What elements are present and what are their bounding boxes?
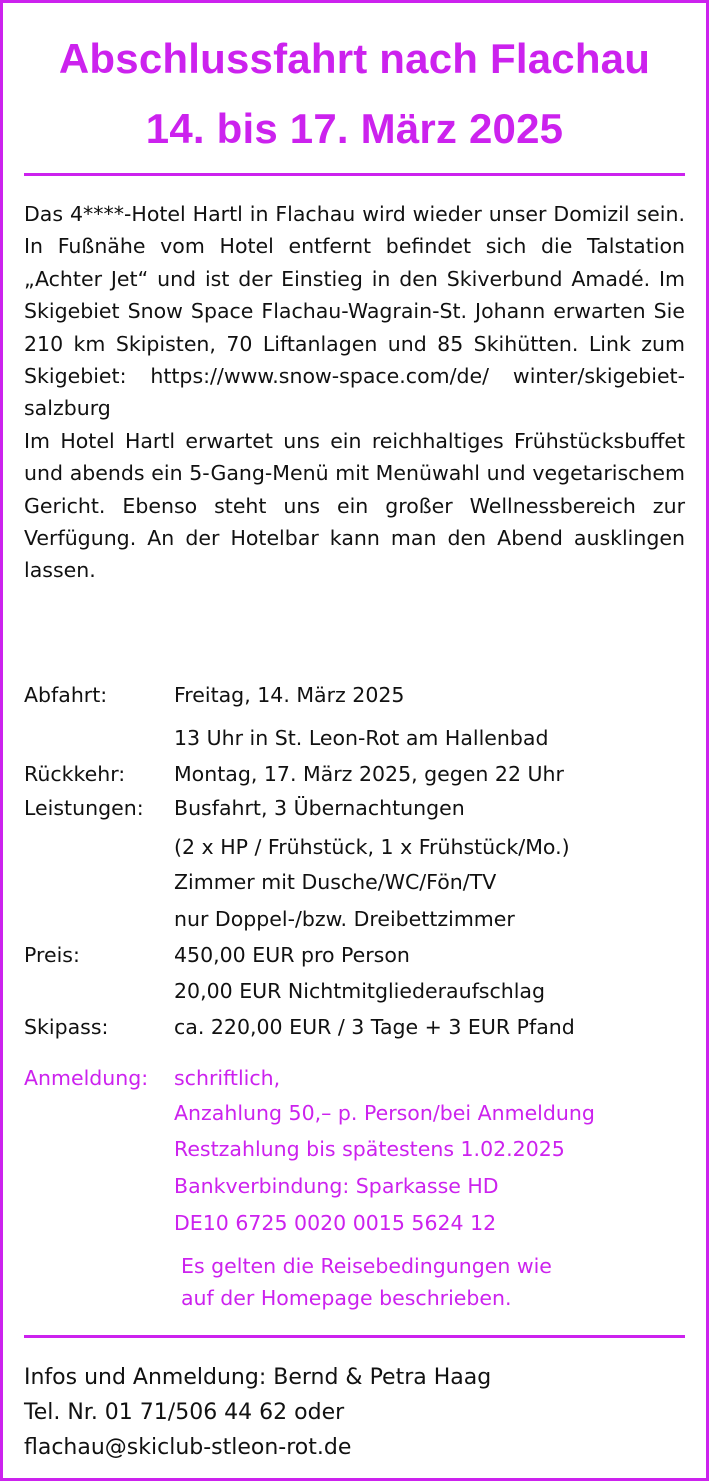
contact-footer bbox=[24, 1360, 491, 1465]
anmeldung-value-4: Bankverbindung: Sparkasse HD bbox=[174, 1174, 499, 1198]
abfahrt-value-1: Freitag, 14. März 2025 bbox=[174, 683, 405, 707]
travel-conditions-note bbox=[181, 1250, 552, 1315]
intro-paragraph-1: Das 4****-Hotel Hartl in Flachau wird wieder unser Domizil sein. In Fußnähe vom Hotel entfernt befindet sich die Talstation „Achter Jet“ und ist der Einstieg in den Skiverbund Amadé. Im Skigebiet Snow Space Flachau-Wagrain-St. Johann erwarten Sie 210 km Skipisten, 70 Liftanlagen und 85 Skihütten. Link zum Skigebiet: https://www.snow-space.com/de/ winter/skigebiet-salzburg bbox=[24, 202, 685, 421]
note-line-2: auf der Homepage beschrieben. bbox=[181, 1286, 512, 1311]
skipass-value: ca. 220,00 EUR / 3 Tage + 3 EUR Pfand bbox=[174, 1015, 575, 1039]
rueckkehr-label: Rückkehr: bbox=[24, 762, 126, 786]
intro-text bbox=[24, 198, 685, 587]
abfahrt-label: Abfahrt: bbox=[24, 683, 108, 707]
leistungen-label: Leistungen: bbox=[24, 796, 144, 820]
intro-paragraph-2: Im Hotel Hartl erwartet uns ein reichhaltiges Frühstücksbuffet und abends ein 5-Gang-Menü mit Menüwahl und vegetarischem Gericht. Ebenso steht uns ein großer Wellnessbereich zur Verfügung. An der Hotelbar kann man den Abend ausklingen lassen. bbox=[24, 428, 685, 583]
anmeldung-value-2: Anzahlung 50,– p. Person/bei Anmeldung bbox=[174, 1101, 595, 1125]
preis-value-2: 20,00 EUR Nichtmitgliederaufschlag bbox=[174, 979, 546, 1003]
contact-names: Infos und Anmeldung: Bernd & Petra Haag bbox=[24, 1365, 492, 1390]
note-line-1: Es gelten die Reisebedingungen wie bbox=[181, 1254, 552, 1278]
page-title: Abschlussfahrt nach Flachau bbox=[58, 35, 651, 82]
contact-phone: Tel. Nr. 01 71/506 44 62 oder bbox=[24, 1400, 345, 1425]
anmeldung-label: Anmeldung: bbox=[24, 1066, 149, 1090]
leistungen-value-3: Zimmer mit Dusche/WC/Fön/TV bbox=[174, 870, 497, 894]
skipass-label: Skipass: bbox=[24, 1015, 109, 1039]
preis-label: Preis: bbox=[24, 943, 80, 967]
anmeldung-value-3: Restzahlung bis spätestens 1.02.2025 bbox=[174, 1137, 565, 1161]
leistungen-value-1: Busfahrt, 3 Übernachtungen bbox=[174, 796, 465, 820]
abfahrt-value-2: 13 Uhr in St. Leon-Rot am Hallenbad bbox=[174, 726, 549, 750]
leistungen-value-2: (2 x HP / Frühstück, 1 x Frühstück/Mo.) bbox=[174, 835, 570, 859]
anmeldung-value-1: schriftlich, bbox=[174, 1066, 281, 1090]
divider-top bbox=[24, 173, 685, 176]
leistungen-value-4: nur Doppel-/bzw. Dreibettzimmer bbox=[174, 907, 515, 931]
page-subtitle-dates: 14. bis 17. März 2025 bbox=[145, 105, 564, 152]
contact-email[interactable]: flachau@skiclub-stleon-rot.de bbox=[24, 1435, 352, 1460]
divider-bottom bbox=[24, 1335, 685, 1338]
preis-value-1: 450,00 EUR pro Person bbox=[174, 943, 410, 967]
rueckkehr-value: Montag, 17. März 2025, gegen 22 Uhr bbox=[174, 762, 564, 786]
iban-value: DE10 6725 0020 0015 5624 12 bbox=[174, 1211, 497, 1235]
